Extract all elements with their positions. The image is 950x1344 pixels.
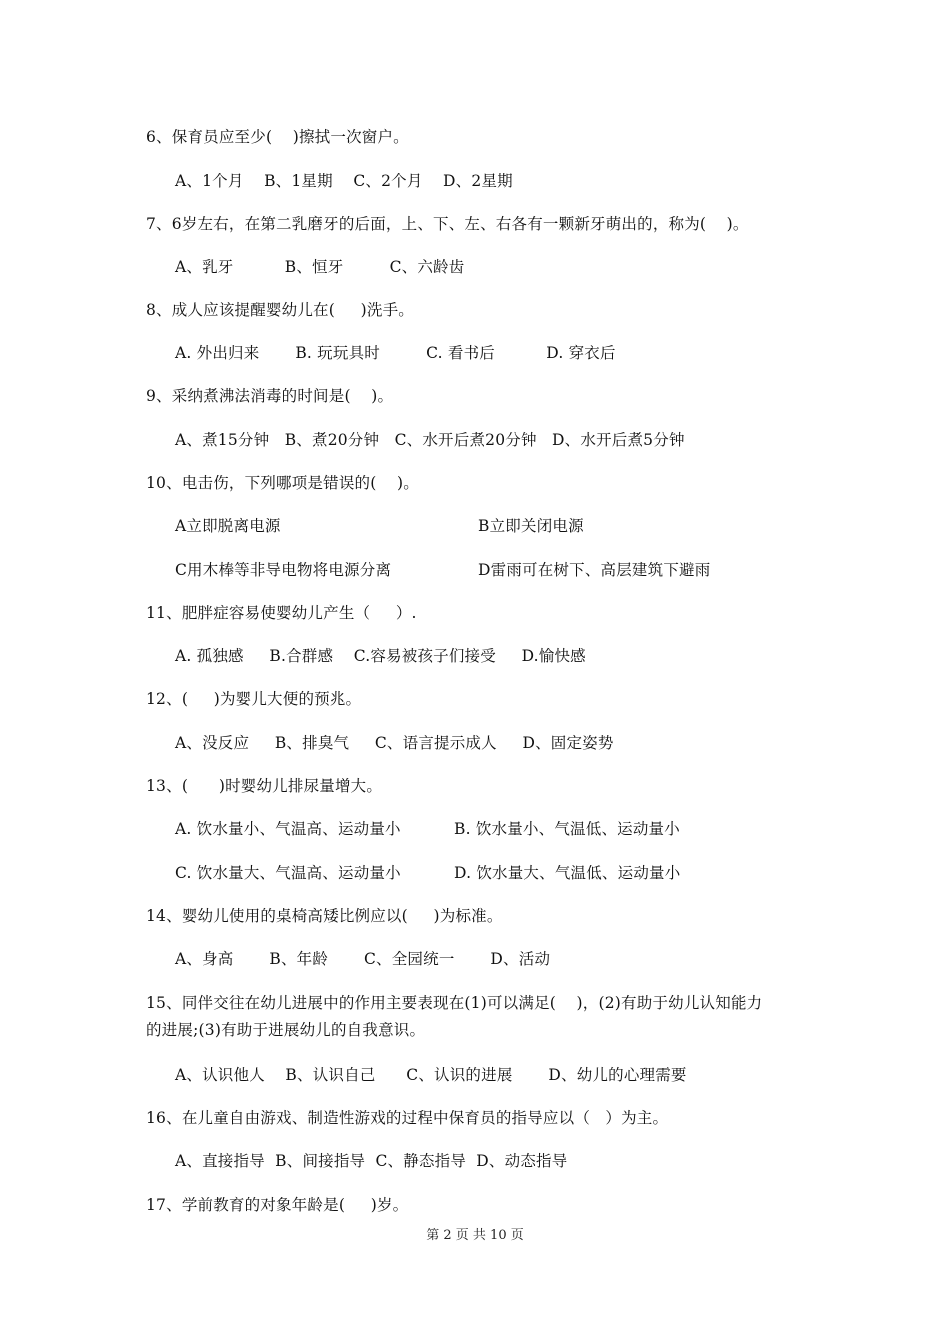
page-footer: 第 2 页 共 10 页 — [426, 1228, 524, 1243]
question-10-option-d: D雷雨可在树下、高层建筑下避雨 — [478, 561, 711, 579]
question-15-options: A、认识他人 B、认识自己 C、认识的进展 D、幼儿的心理需要 — [175, 1066, 687, 1084]
question-16-options: A、直接指导 B、间接指导 C、静态指导 D、动态指导 — [175, 1152, 568, 1170]
question-12-stem: 12、( )为婴儿大便的预兆。 — [146, 690, 362, 708]
question-10-option-a: A立即脱离电源 — [175, 517, 281, 535]
question-13-option-b: B. 饮水量小、气温低、运动量小 — [454, 820, 680, 838]
question-8-stem: 8、成人应该提醒婴幼儿在( )洗手。 — [146, 301, 414, 319]
question-17-stem: 17、学前教育的对象年龄是( )岁。 — [146, 1196, 409, 1214]
question-15-stem: 15、同伴交往在幼儿进展中的作用主要表现在(1)可以满足( )，(2)有助于幼儿认知能力 — [146, 994, 763, 1012]
question-6-options: A、1个月 B、1星期 C、2个月 D、2星期 — [175, 172, 513, 190]
question-13-option-a: A. 饮水量小、气温高、运动量小 — [175, 820, 401, 838]
question-10-option-b: B立即关闭电源 — [478, 517, 584, 535]
question-13-stem: 13、( )时婴幼儿排尿量增大。 — [146, 777, 383, 795]
question-12-options: A、没反应 B、排臭气 C、语言提示成人 D、固定姿势 — [175, 734, 614, 752]
question-10-option-c: C用木棒等非导电物将电源分离 — [175, 561, 392, 579]
question-6-stem: 6、保育员应至少( )擦拭一次窗户。 — [146, 128, 409, 146]
question-13-option-d: D. 饮水量大、气温低、运动量小 — [454, 864, 681, 882]
question-14-stem: 14、婴幼儿使用的桌椅高矮比例应以( )为标准。 — [146, 907, 503, 925]
question-7-options: A、乳牙 B、恒牙 C、六龄齿 — [175, 258, 465, 276]
question-11-options: A. 孤独感 B.合群感 C.容易被孩子们接受 D.愉快感 — [175, 647, 586, 665]
question-15-stem-continued: 的进展;(3)有助于进展幼儿的自我意识。 — [146, 1021, 426, 1039]
question-8-options: A. 外出归来 B. 玩玩具时 C. 看书后 D. 穿衣后 — [175, 344, 616, 362]
question-9-stem: 9、采纳煮沸法消毒的时间是( )。 — [146, 387, 394, 405]
question-11-stem: 11、肥胖症容易使婴幼儿产生（ ）. — [146, 604, 417, 622]
question-10-stem: 10、电击伤，下列哪项是错误的( )。 — [146, 474, 419, 492]
question-16-stem: 16、在儿童自由游戏、制造性游戏的过程中保育员的指导应以（ ）为主。 — [146, 1109, 669, 1127]
question-7-stem: 7、6岁左右，在第二乳磨牙的后面，上、下、左、右各有一颗新牙萌出的，称为( )。 — [146, 215, 749, 233]
question-9-options: A、煮15分钟 B、煮20分钟 C、水开后煮20分钟 D、水开后煮5分钟 — [175, 431, 685, 449]
question-13-option-c: C. 饮水量大、气温高、运动量小 — [175, 864, 401, 882]
question-14-options: A、身高 B、年龄 C、全园统一 D、活动 — [175, 950, 551, 968]
